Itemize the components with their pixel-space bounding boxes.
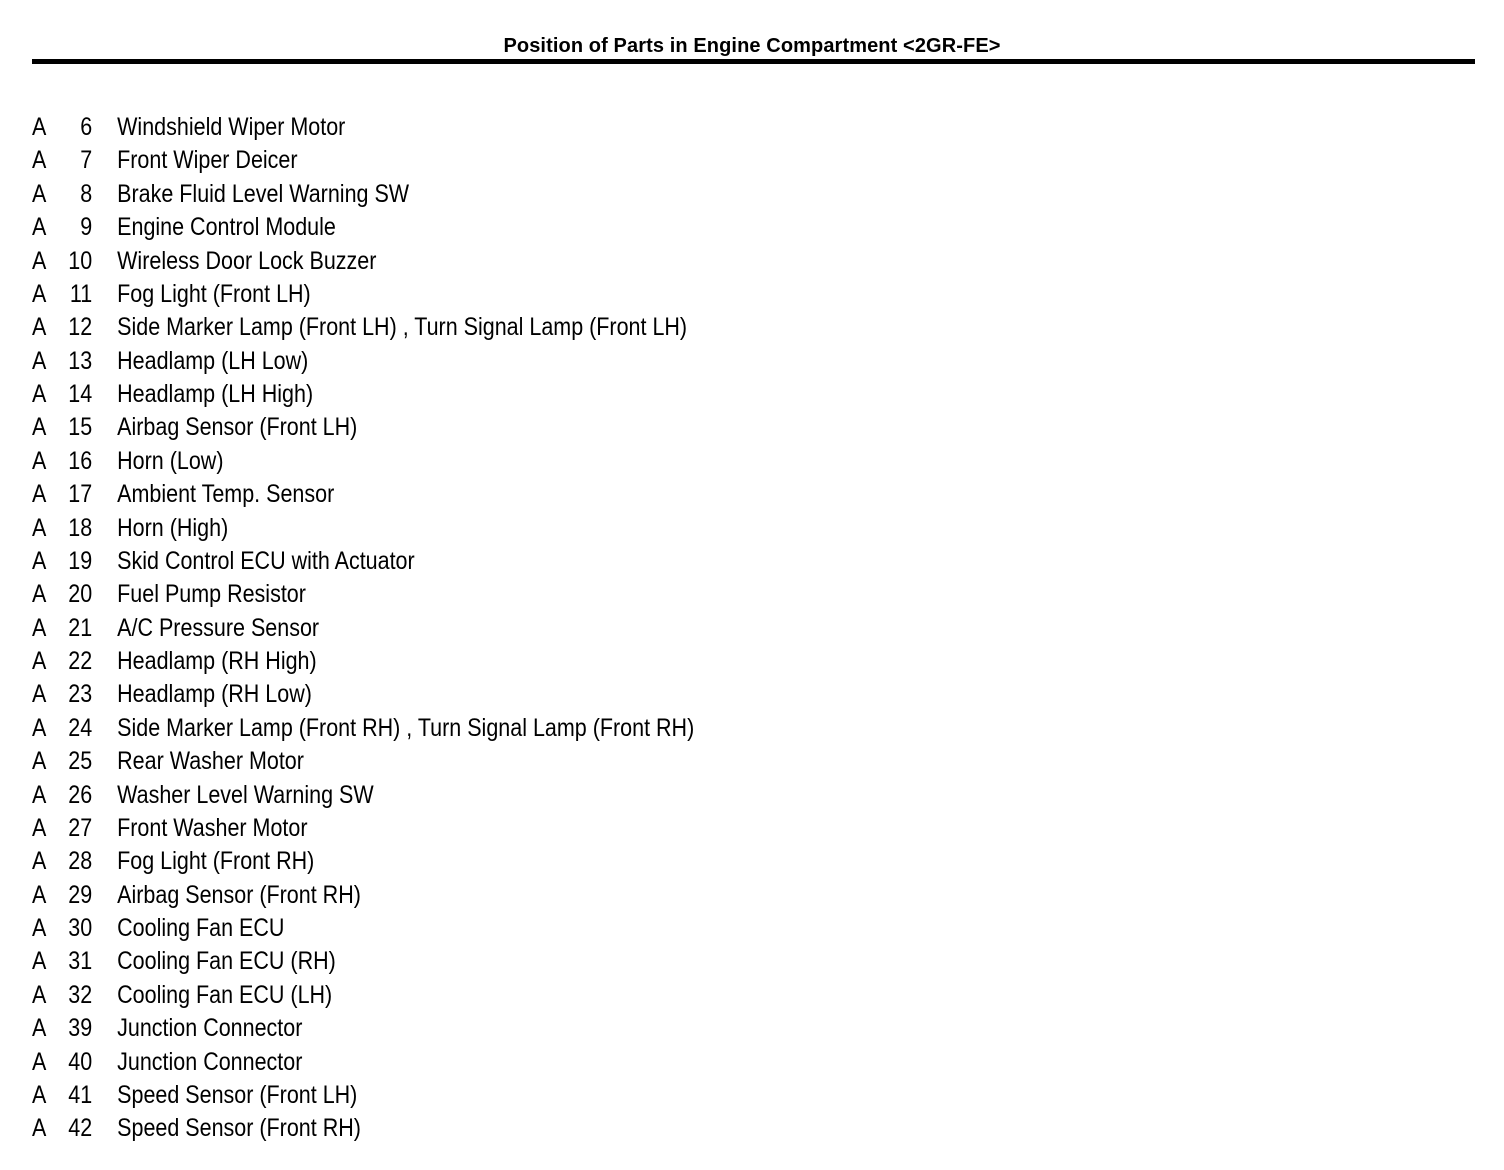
part-letter: A <box>32 880 47 909</box>
part-name: Speed Sensor (Front LH) <box>117 1080 358 1109</box>
part-number: 6 <box>80 113 93 141</box>
part-name: Junction Connector <box>117 1014 303 1043</box>
part-number: 25 <box>68 747 93 776</box>
part-letter: A <box>32 113 47 141</box>
part-number: 32 <box>68 980 93 1009</box>
part-name: A/C Pressure Sensor <box>117 613 320 642</box>
part-number: 24 <box>68 713 93 742</box>
part-name: Speed Sensor (Front RH) <box>117 1114 361 1143</box>
part-name: Fog Light (Front LH) <box>117 279 311 308</box>
part-name: Cooling Fan ECU (RH) <box>117 947 336 976</box>
part-letter: A <box>32 446 47 475</box>
part-number: 42 <box>68 1114 93 1143</box>
part-letter: A <box>32 1014 47 1043</box>
part-letter: A <box>32 780 47 809</box>
part-letter: A <box>32 213 47 242</box>
part-name: Horn (Low) <box>117 446 224 475</box>
part-letter: A <box>32 947 47 976</box>
part-number: 27 <box>68 813 93 842</box>
part-number: 39 <box>68 1014 93 1043</box>
part-number: 40 <box>68 1047 93 1076</box>
part-name: Windshield Wiper Motor <box>117 113 346 141</box>
part-letter: A <box>32 546 47 575</box>
part-name: Airbag Sensor (Front RH) <box>117 880 361 909</box>
part-name: Engine Control Module <box>117 213 336 242</box>
part-letter: A <box>32 813 47 842</box>
part-letter: A <box>32 1114 47 1143</box>
part-number: 10 <box>68 246 93 275</box>
part-number: 13 <box>68 346 93 375</box>
part-name: Front Wiper Deicer <box>117 146 298 175</box>
part-name: Horn (High) <box>117 513 229 542</box>
part-name: Washer Level Warning SW <box>117 780 374 809</box>
part-letter: A <box>32 647 47 675</box>
part-letter: A <box>32 713 47 742</box>
title-divider <box>32 59 1475 64</box>
part-name: Headlamp (LH Low) <box>117 346 309 375</box>
part-name: Skid Control ECU with Actuator <box>117 546 415 575</box>
part-number: 20 <box>68 580 93 609</box>
part-name: Side Marker Lamp (Front LH) , Turn Signal Lamp (Front LH) <box>117 313 688 342</box>
part-letter: A <box>32 146 47 175</box>
part-name: Cooling Fan ECU (LH) <box>117 980 333 1009</box>
part-name: Rear Washer Motor <box>117 747 304 776</box>
part-letter: A <box>32 914 47 942</box>
page-title: Position of Parts in Engine Compartment <2GR-FE> <box>503 35 1001 57</box>
part-number: 8 <box>80 179 93 208</box>
part-name: Fuel Pump Resistor <box>117 580 306 609</box>
part-letter: A <box>32 1080 47 1109</box>
part-number: 28 <box>68 847 93 876</box>
part-letter: A <box>32 413 47 442</box>
part-number: 15 <box>68 413 93 442</box>
part-number: 31 <box>68 947 93 976</box>
part-number: 14 <box>68 380 93 408</box>
part-name: Fog Light (Front RH) <box>117 847 315 876</box>
part-letter: A <box>32 246 47 275</box>
part-name: Headlamp (LH High) <box>117 380 314 408</box>
part-letter: A <box>32 480 47 509</box>
part-name: Cooling Fan ECU <box>117 914 285 942</box>
part-number: 16 <box>68 446 93 475</box>
part-name: Side Marker Lamp (Front RH) , Turn Signal Lamp (Front RH) <box>117 713 695 742</box>
part-name: Junction Connector <box>117 1047 303 1076</box>
part-letter: A <box>32 513 47 542</box>
part-name: Wireless Door Lock Buzzer <box>117 246 377 275</box>
part-name: Headlamp (RH Low) <box>117 680 312 709</box>
part-letter: A <box>32 980 47 1009</box>
part-number: 12 <box>68 313 93 342</box>
part-letter: A <box>32 680 47 709</box>
part-letter: A <box>32 1047 47 1076</box>
part-letter: A <box>32 580 47 609</box>
part-name: Front Washer Motor <box>117 813 308 842</box>
part-letter: A <box>32 847 47 876</box>
part-letter: A <box>32 747 47 776</box>
part-letter: A <box>32 380 47 408</box>
part-number: 22 <box>68 647 93 675</box>
part-number: 9 <box>80 213 93 242</box>
part-number: 30 <box>68 914 93 942</box>
part-number: 17 <box>68 480 93 509</box>
part-number: 26 <box>68 780 93 809</box>
part-number: 29 <box>68 880 93 909</box>
part-name: Airbag Sensor (Front LH) <box>117 413 358 442</box>
part-letter: A <box>32 346 47 375</box>
part-number: 7 <box>80 146 93 175</box>
part-number: 18 <box>68 513 93 542</box>
part-letter: A <box>32 613 47 642</box>
part-number: 23 <box>68 680 93 709</box>
part-number: 41 <box>68 1080 93 1109</box>
part-name: Ambient Temp. Sensor <box>117 480 335 509</box>
part-name: Brake Fluid Level Warning SW <box>117 179 410 208</box>
part-letter: A <box>32 313 47 342</box>
part-letter: A <box>32 179 47 208</box>
part-name: Headlamp (RH High) <box>117 647 317 675</box>
part-number: 19 <box>68 546 93 575</box>
part-number: 11 <box>69 279 93 308</box>
part-letter: A <box>32 279 47 308</box>
part-number: 21 <box>68 613 93 642</box>
